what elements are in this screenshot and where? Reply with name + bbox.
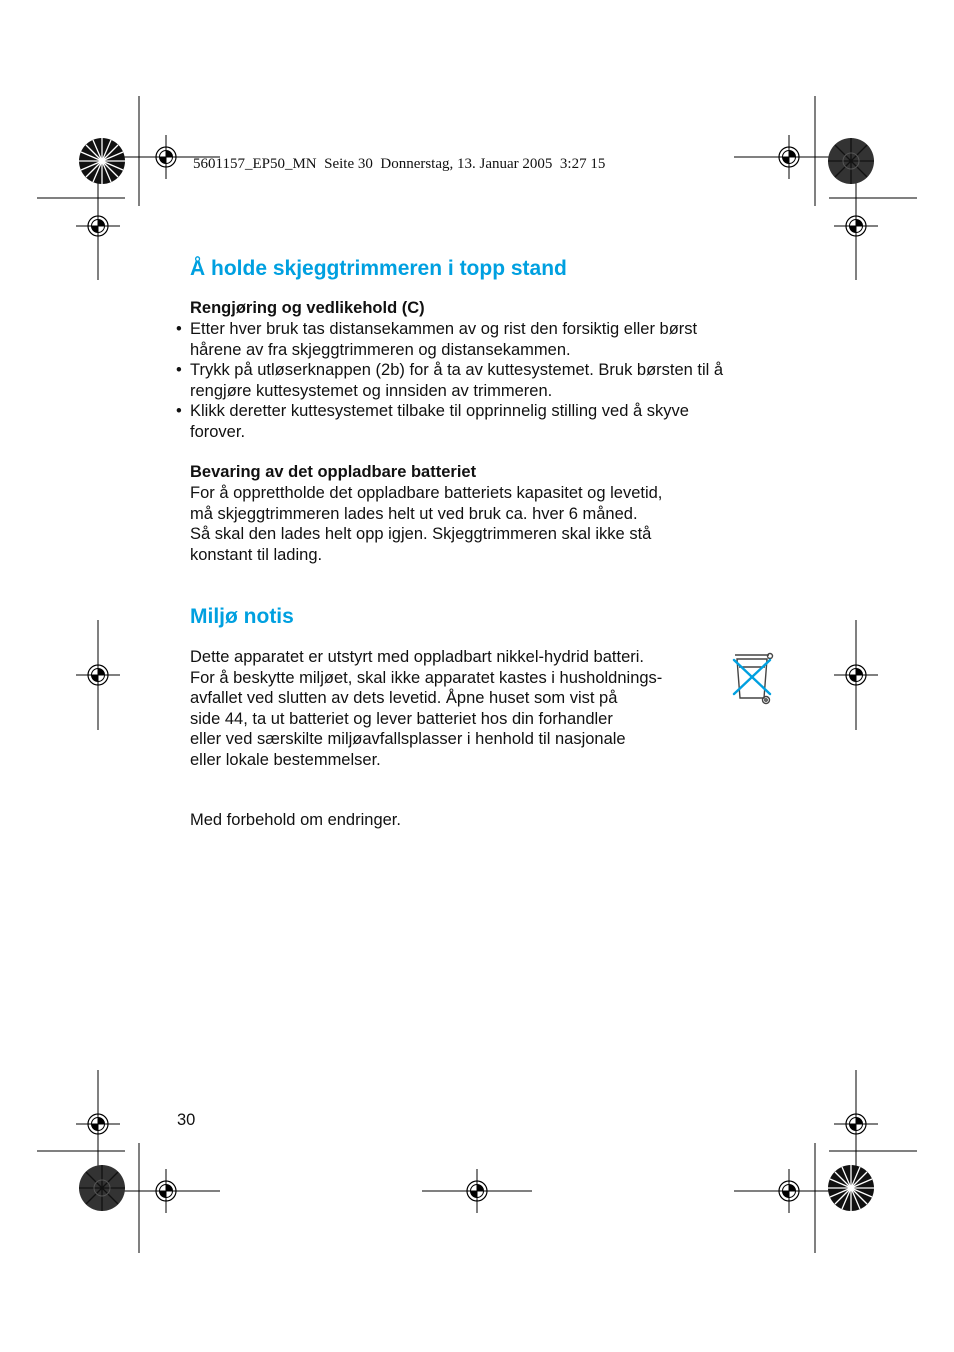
list-item: • Etter hver bruk tas distansekammen av og rist den forsiktig eller børst hårene av fra skjeggtrimmeren og distansekammen. <box>190 319 723 360</box>
battery-paragraph: For å opprettholde det oppladbare batteriets kapasitet og levetid, må skjeggtrimmeren lades helt ut ved bruk ca. hver 6 måned. Så skal den lades helt opp igjen. Skjeggtrimmeren skal ikke stå konstant til lading. <box>190 484 663 564</box>
cleaning-subtitle: Rengjøring og vedlikehold (C) <box>190 299 425 317</box>
page-number: 30 <box>177 1111 196 1129</box>
environment-paragraph: Dette apparatet er utstyrt med oppladbart nikkel-hydrid batteri. For å beskytte miljøet, skal ikke apparatet kastes i husholdnings- avfallet ved slutten av dets levetid. Åpne huset som vist på side 44, ta ut batteriet og lever batteriet hos din forhandler eller ved særskilte miljøavfallsplasser i henhold til nasjonale eller lokale bestemmelser. <box>190 648 663 769</box>
cleaning-bullet-list <box>190 319 723 442</box>
disclaimer-text: Med forbehold om endringer. <box>190 811 401 829</box>
list-item: • Trykk på utløserknappen (2b) for å ta av kuttesystemet. Bruk børsten til å rengjøre kuttesystemet og innsiden av trimmeren. <box>190 360 723 401</box>
section-title-maintenance: Å holde skjeggtrimmeren i topp stand <box>190 257 567 280</box>
section-title-environment: Miljø notis <box>190 605 294 628</box>
print-slug: 5601157_EP50_MN Seite 30 Donnerstag, 13. Januar 2005 3:27 15 <box>193 156 606 172</box>
list-item: • Klikk deretter kuttesystemet tilbake til opprinnelig stilling ved å skyve forover. <box>190 401 723 442</box>
battery-subtitle: Bevaring av det oppladbare batteriet <box>190 463 477 481</box>
crossed-out-wheelie-bin-icon <box>729 650 777 706</box>
